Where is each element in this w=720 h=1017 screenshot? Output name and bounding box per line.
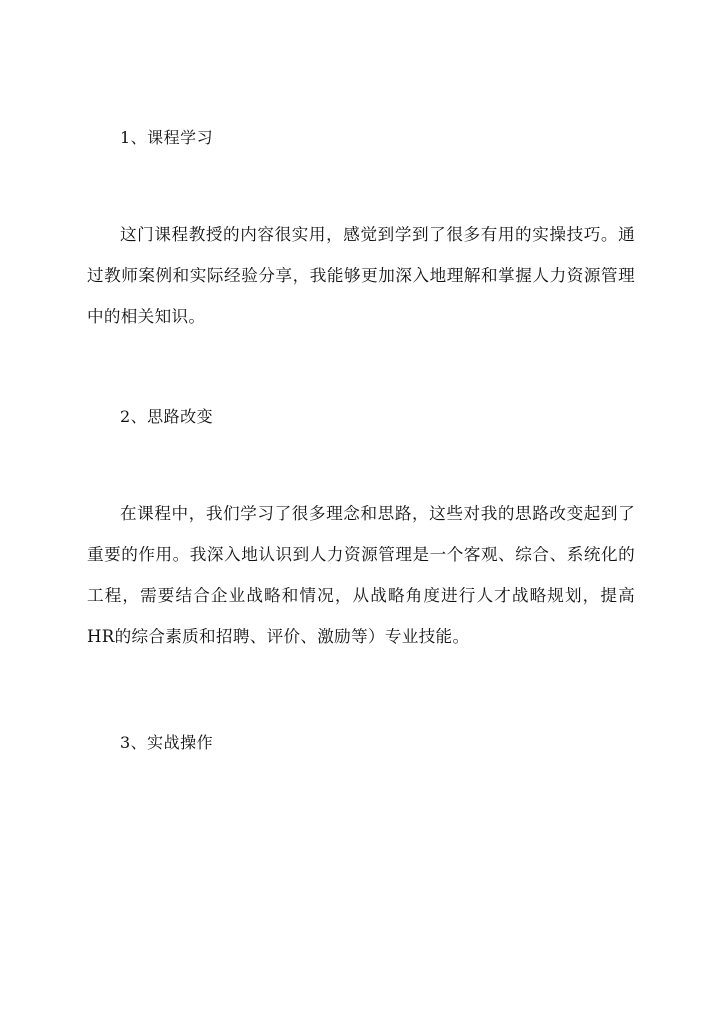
- section-heading-course-study: 1、课程学习: [120, 128, 214, 147]
- section-heading-mindset-change: 2、思路改变: [120, 407, 214, 426]
- section-heading-practical-operation: 3、实战操作: [120, 733, 214, 752]
- section-paragraph-course-study: 这门课程教授的内容很实用，感觉到学到了很多有用的实操技巧。通过教师案例和实际经验分享，我能够更加深入地理解和掌握人力资源管理中的相关知识。: [87, 225, 635, 326]
- section-paragraph-mindset-change: 在课程中，我们学习了很多理念和思路，这些对我的思路改变起到了重要的作用。我深入地认识到人力资源管理是一个客观、综合、系统化的工程，需要结合企业战略和情况，从战略角度进行人才战略规划，提高HR的综合素质和招聘、评价、激励等）专业技能。: [87, 504, 635, 646]
